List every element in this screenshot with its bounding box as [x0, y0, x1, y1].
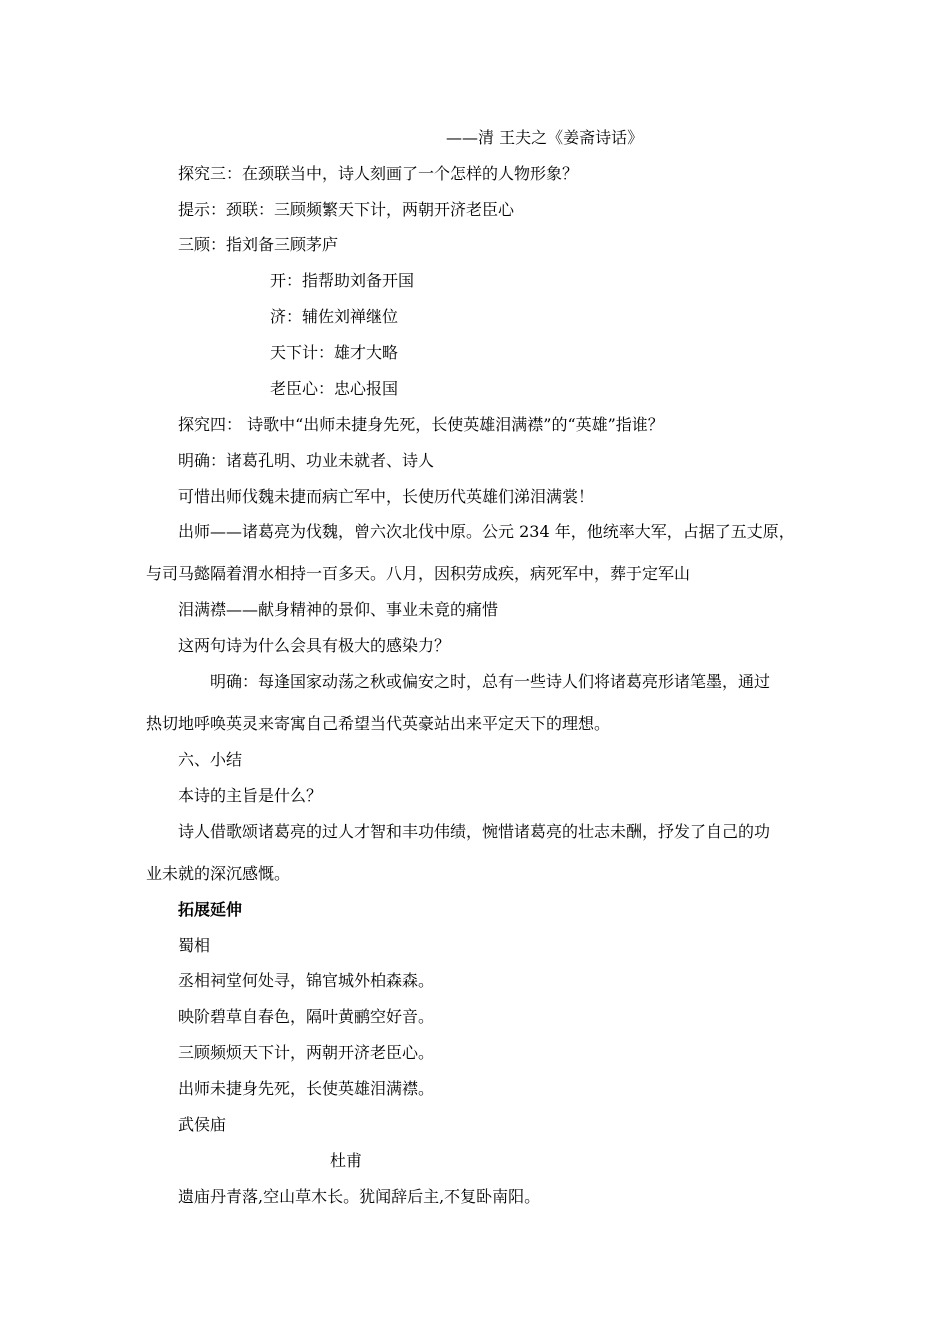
attribution: ——清 王夫之《姜斋诗话》: [446, 128, 644, 147]
summary-heading: 六、小结: [178, 750, 243, 769]
leimanjin-explanation: 泪满襟——献身精神的景仰、事业未竟的痛惜: [178, 600, 499, 619]
note-tianxiaji: 天下计：雄才大略: [270, 343, 399, 362]
inquiry3-hint: 提示：颈联：三顾频繁天下计，两朝开济老臣心: [178, 200, 515, 219]
poem1-title: 蜀相: [178, 936, 211, 955]
note-laochenxin: 老臣心：忠心报国: [270, 379, 399, 398]
note-ji: 济：辅佐刘禅继位: [270, 307, 399, 326]
why-answer-line2: 热切地呼唤英灵来寄寓自己希望当代英豪站出来平定天下的理想。: [146, 714, 611, 733]
inquiry4-question: 探究四： 诗歌中“出师未捷身先死，长使英雄泪满襟”的“英雄”指谁？: [178, 415, 664, 434]
why-question: 这两句诗为什么会具有极大的感染力？: [178, 636, 451, 655]
inquiry4-answer: 明确：诸葛孔明、功业未就者、诗人: [178, 451, 435, 470]
poem2-line: 遗庙丹青落,空山草木长。犹闻辞后主,不复卧南阳。: [178, 1187, 541, 1206]
summary-answer-line2: 业未就的深沉感慨。: [146, 864, 291, 883]
inquiry4-translation: 可惜出师伐魏未捷而病亡军中，长使历代英雄们涕泪满裳！: [178, 487, 595, 506]
summary-question: 本诗的主旨是什么？: [178, 786, 323, 805]
poem1-line: 出师未捷身先死，长使英雄泪满襟。: [178, 1079, 435, 1098]
chushi-explanation-line2: 与司马懿隔着渭水相持一百多天。八月，因积劳成疾，病死军中，葬于定军山: [146, 564, 691, 583]
summary-answer-line1: 诗人借歌颂诸葛亮的过人才智和丰功伟绩，惋惜诸葛亮的壮志未酬，抒发了自己的功: [178, 822, 771, 841]
chushi-explanation-line1: 出师——诸葛亮为伐魏，曾六次北伐中原。公元 234 年，他统率大军，占据了五丈原，: [178, 522, 795, 541]
note-kai: 开：指帮助刘备开国: [270, 271, 415, 290]
poem1-line: 映阶碧草自春色，隔叶黄鹂空好音。: [178, 1007, 435, 1026]
poem1-line: 丞相祠堂何处寻，锦官城外柏森森。: [178, 971, 435, 990]
extension-heading: 拓展延伸: [178, 900, 243, 919]
poem2-title: 武侯庙: [178, 1115, 227, 1134]
why-answer-line1: 明确：每逢国家动荡之秋或偏安之时，总有一些诗人们将诸葛亮形诸笔墨，通过: [210, 672, 771, 691]
inquiry3-question: 探究三：在颈联当中，诗人刻画了一个怎样的人物形象？: [178, 164, 579, 183]
note-sangu: 三顾：指刘备三顾茅庐: [178, 235, 339, 254]
poem2-author: 杜甫: [330, 1151, 363, 1170]
poem1-line: 三顾频烦天下计，两朝开济老臣心。: [178, 1043, 435, 1062]
